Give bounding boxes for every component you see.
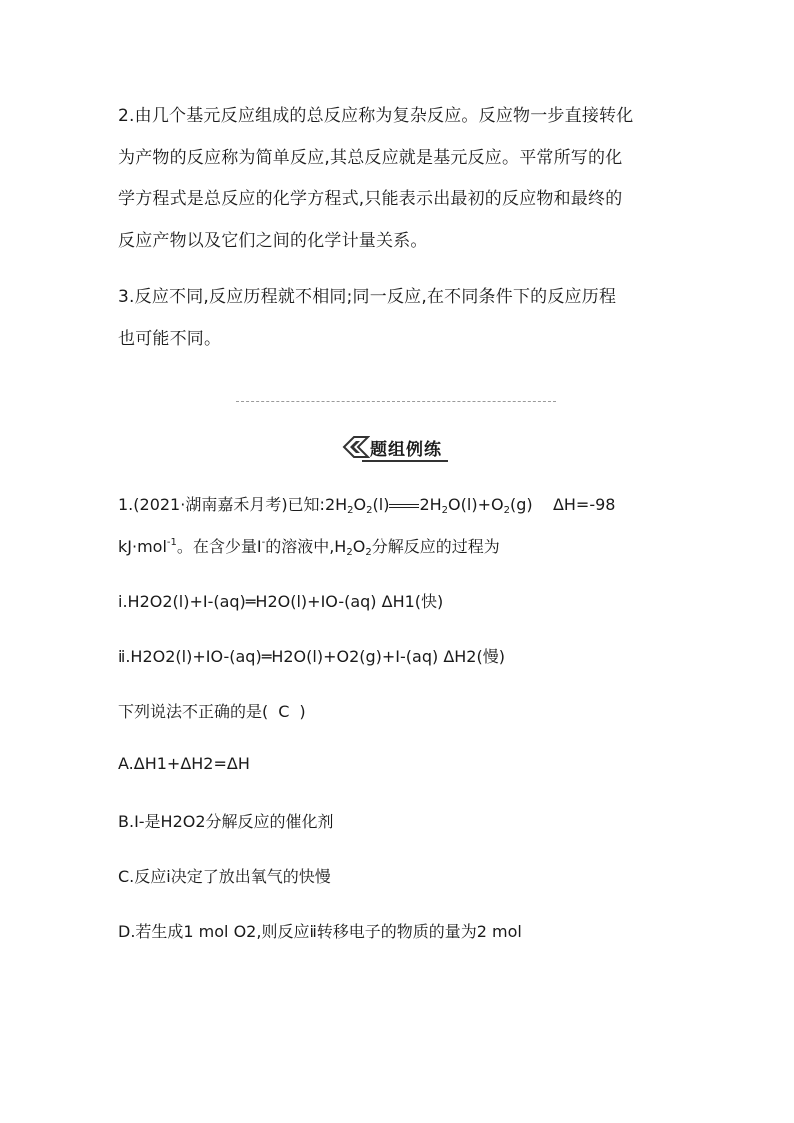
- reaction-step-2: ⅱ.H2O2(l)+IO-(aq)═H2O(l)+O2(g)+I-(aq) ΔH2(慢): [118, 647, 505, 666]
- paragraph-2-line-4: 反应产物以及它们之间的化学计量关系。: [118, 230, 428, 251]
- question-prompt: 下列说法不正确的是( C ): [118, 702, 306, 721]
- paragraph-3-line-2: 也可能不同。: [118, 328, 222, 349]
- question-stem-line-2: kJ·mol$^{-1}$。在含少量I-的溶液中$,H_2O_2$分解反应的过程为: [118, 537, 500, 558]
- answer-letter: C: [278, 702, 290, 721]
- section-divider: [236, 401, 556, 402]
- section-title: 题组例练: [370, 440, 442, 460]
- section-heading: [342, 432, 450, 462]
- paragraph-2: [118, 96, 678, 262]
- paragraph-2-line-2: 为产物的反应称为简单反应,其总反应就是基元反应。平常所写的化: [118, 147, 623, 168]
- paragraph-3: [118, 277, 678, 360]
- option-b: B.I-是H2O2分解反应的催化剂: [118, 812, 334, 831]
- paragraph-2-line-1: 2.由几个基元反应组成的总反应称为复杂反应。反应物一步直接转化: [118, 106, 634, 126]
- equal-sign-icon: [389, 500, 419, 512]
- option-d: D.若生成1 mol O2,则反应ⅱ转移电子的物质的量为2 mol: [118, 922, 522, 941]
- diamond-chevron-icon: [342, 435, 370, 459]
- question-stem-line-1: 1.(2021·湖南嘉禾月考)已知$:2H_2O_2(l)$ $2H_2O(l)+O_2(g)$ ΔH=-98: [118, 495, 616, 516]
- reaction-step-1: ⅰ.H2O2(l)+I-(aq)═H2O(l)+IO-(aq) ΔH1(快): [118, 592, 444, 611]
- option-c: C.反应ⅰ决定了放出氧气的快慢: [118, 867, 331, 886]
- section-underline: [362, 460, 448, 462]
- option-a: A.ΔH1+ΔH2=ΔH: [118, 754, 250, 773]
- reaction-step-2-text: H2O2(l)+IO-(aq)═H2O(l)+O2(g)+I-(aq) ΔH2(慢): [130, 647, 505, 666]
- paragraph-3-line-1: 3.反应不同,反应历程就不相同;同一反应,在不同条件下的反应历程: [118, 287, 617, 307]
- paragraph-2-line-3: 学方程式是总反应的化学方程式,只能表示出最初的反应物和最终的: [118, 189, 623, 209]
- reaction-step-1-text: H2O2(l)+I-(aq)═H2O(l)+IO-(aq) ΔH1(快): [127, 592, 444, 611]
